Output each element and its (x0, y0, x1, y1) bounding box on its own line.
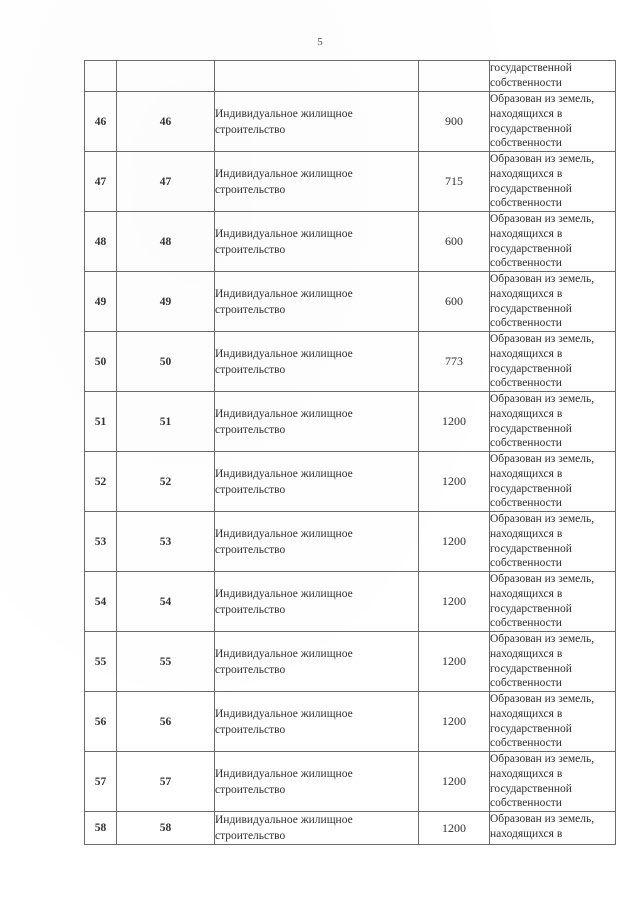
cell-number: 51 (85, 392, 117, 452)
note-line: находящихся в (490, 167, 563, 180)
cell-plot-id: 47 (117, 152, 215, 212)
cell-area: 600 (419, 212, 490, 272)
cell-area: 600 (419, 272, 490, 332)
note-line: собственности (490, 437, 562, 450)
land-use-line: Индивидуальное жилищное (215, 587, 353, 600)
table-row (85, 452, 616, 512)
land-use-line: Индивидуальное жилищное (215, 767, 353, 780)
cell-land-use (215, 632, 419, 692)
cell-note (490, 212, 616, 272)
note-line: Образован из земель, (490, 153, 595, 166)
land-use-line: строительство (215, 183, 286, 196)
cell-note (490, 61, 616, 92)
note-line: находящихся в (490, 347, 563, 360)
note-line: находящихся в (490, 527, 563, 540)
table-row (85, 632, 616, 692)
note-line: государственной (490, 302, 572, 315)
land-use-line: строительство (215, 483, 286, 496)
cell-plot-id: 53 (117, 512, 215, 572)
note-line: государственной (490, 602, 572, 615)
cell-number: 58 (85, 812, 117, 845)
note-line: собственности (490, 797, 562, 810)
note-line: государственной (490, 782, 572, 795)
cell-area: 1200 (419, 572, 490, 632)
cell-note (490, 692, 616, 752)
cell-note (490, 812, 616, 845)
note-line: Образован из земель, (490, 753, 595, 766)
cell-plot-id (117, 61, 215, 92)
cell-plot-id: 55 (117, 632, 215, 692)
land-use-line: строительство (215, 243, 286, 256)
table-row-continuation (85, 61, 616, 92)
cell-plot-id: 50 (117, 332, 215, 392)
cell-number (85, 61, 117, 92)
table-row (85, 692, 616, 752)
land-use-line: Индивидуальное жилищное (215, 814, 353, 826)
land-use-line: Индивидуальное жилищное (215, 467, 353, 480)
cell-number: 47 (85, 152, 117, 212)
note-line: находящихся в (490, 467, 563, 480)
land-use-line: Индивидуальное жилищное (215, 287, 353, 300)
cell-area: 1200 (419, 812, 490, 845)
cell-area: 1200 (419, 752, 490, 812)
note-line: Образован из земель, (490, 513, 595, 526)
note-line: Образован из земель, (490, 453, 595, 466)
land-use-line: Индивидуальное жилищное (215, 407, 353, 420)
cell-number: 55 (85, 632, 117, 692)
cell-plot-id: 57 (117, 752, 215, 812)
cell-note (490, 92, 616, 152)
cell-number: 50 (85, 332, 117, 392)
note-line: находящихся в (490, 647, 563, 660)
land-plot-table (84, 60, 616, 845)
note-line: Образован из земель, (490, 573, 595, 586)
cell-area (419, 61, 490, 92)
cell-note (490, 752, 616, 812)
cell-number: 54 (85, 572, 117, 632)
cell-area: 773 (419, 332, 490, 392)
note-line: находящихся в (490, 587, 563, 600)
note-line: государственной (490, 542, 572, 555)
note-line: государственной (490, 362, 572, 375)
table-row (85, 152, 616, 212)
cell-area: 715 (419, 152, 490, 212)
note-line: находящихся в (490, 107, 563, 120)
land-use-line: строительство (215, 723, 286, 736)
cell-land-use (215, 512, 419, 572)
note-line: собственности (490, 257, 562, 270)
cell-note (490, 152, 616, 212)
cell-number: 57 (85, 752, 117, 812)
note-line: Образован из земель, (490, 93, 595, 106)
table-body (85, 61, 616, 845)
note-line: находящихся в (490, 287, 563, 300)
cell-area: 900 (419, 92, 490, 152)
table-row (85, 332, 616, 392)
land-use-line: строительство (215, 830, 286, 842)
note-line: собственности (490, 497, 562, 510)
note-line: Образован из земель, (490, 273, 595, 286)
land-use-line: Индивидуальное жилищное (215, 347, 353, 360)
note-line: собственности (490, 557, 562, 570)
note-line: Образован из земель, (490, 693, 595, 706)
note-line: Образован из земель, (490, 213, 595, 226)
cell-note (490, 392, 616, 452)
note-line: собственности (490, 677, 562, 690)
land-use-line: Индивидуальное жилищное (215, 647, 353, 660)
land-use-line: Индивидуальное жилищное (215, 227, 353, 240)
cell-plot-id: 51 (117, 392, 215, 452)
cell-land-use (215, 61, 419, 92)
cell-plot-id: 54 (117, 572, 215, 632)
cell-area: 1200 (419, 512, 490, 572)
note-line: собственности (490, 377, 562, 390)
cell-plot-id: 56 (117, 692, 215, 752)
land-use-line: строительство (215, 603, 286, 616)
cell-land-use (215, 572, 419, 632)
cell-land-use (215, 212, 419, 272)
note-line: государственной (490, 182, 572, 195)
cell-note (490, 512, 616, 572)
cell-number: 56 (85, 692, 117, 752)
cell-area: 1200 (419, 452, 490, 512)
note-line: находящихся в (490, 227, 563, 240)
note-line: Образован из земель, (490, 393, 595, 406)
note-line: государственной (490, 722, 572, 735)
cell-plot-id: 58 (117, 812, 215, 845)
cell-plot-id: 52 (117, 452, 215, 512)
note-line: находящихся в (490, 407, 563, 420)
note-line: собственности (490, 617, 562, 630)
land-use-line: строительство (215, 303, 286, 316)
cell-land-use (215, 272, 419, 332)
table-row (85, 392, 616, 452)
note-line: находящихся в (490, 767, 563, 780)
table-row (85, 92, 616, 152)
cell-area: 1200 (419, 392, 490, 452)
note-line: собственности (490, 317, 562, 330)
table-row (85, 272, 616, 332)
land-use-line: строительство (215, 123, 286, 136)
table-row (85, 752, 616, 812)
cell-note (490, 272, 616, 332)
note-line: собственности (490, 137, 562, 150)
table-row (85, 812, 616, 845)
cell-land-use (215, 152, 419, 212)
note-line: государственной (490, 242, 572, 255)
cell-land-use (215, 392, 419, 452)
table-row (85, 572, 616, 632)
land-use-line: строительство (215, 423, 286, 436)
note-line: находящихся в (490, 827, 563, 840)
land-use-line: Индивидуальное жилищное (215, 527, 353, 540)
note-line: Образован из земель, (490, 333, 595, 346)
table-row (85, 212, 616, 272)
land-use-line: Индивидуальное жилищное (215, 707, 353, 720)
cell-land-use (215, 332, 419, 392)
land-use-line: строительство (215, 363, 286, 376)
cell-note (490, 572, 616, 632)
land-use-line: строительство (215, 543, 286, 556)
note-line: государственной (490, 122, 572, 135)
cell-note (490, 632, 616, 692)
cell-number: 46 (85, 92, 117, 152)
cell-number: 48 (85, 212, 117, 272)
cell-land-use (215, 752, 419, 812)
land-use-line: строительство (215, 663, 286, 676)
cell-note (490, 452, 616, 512)
cell-land-use (215, 452, 419, 512)
cell-number: 49 (85, 272, 117, 332)
cell-plot-id: 48 (117, 212, 215, 272)
note-line: Образован из земель, (490, 813, 595, 825)
note-line: Образован из земель, (490, 633, 595, 646)
land-use-line: строительство (215, 783, 286, 796)
cell-number: 53 (85, 512, 117, 572)
cell-area: 1200 (419, 632, 490, 692)
page-number: 5 (317, 36, 323, 48)
note-line: собственности (490, 737, 562, 750)
land-use-line: Индивидуальное жилищное (215, 107, 353, 120)
note-line: собственности (490, 197, 562, 210)
cell-plot-id: 46 (117, 92, 215, 152)
note-line: государственной (490, 482, 572, 495)
cell-land-use (215, 692, 419, 752)
table-row (85, 512, 616, 572)
cell-land-use (215, 92, 419, 152)
cell-land-use (215, 812, 419, 845)
cell-area: 1200 (419, 692, 490, 752)
cell-number: 52 (85, 452, 117, 512)
note-line: находящихся в (490, 707, 563, 720)
land-use-line: Индивидуальное жилищное (215, 167, 353, 180)
cell-plot-id: 49 (117, 272, 215, 332)
note-line: государственной (490, 422, 572, 435)
note-line: собственности (490, 76, 562, 89)
note-line: государственной (490, 662, 572, 675)
note-line: государственной (490, 62, 572, 74)
cell-note (490, 332, 616, 392)
